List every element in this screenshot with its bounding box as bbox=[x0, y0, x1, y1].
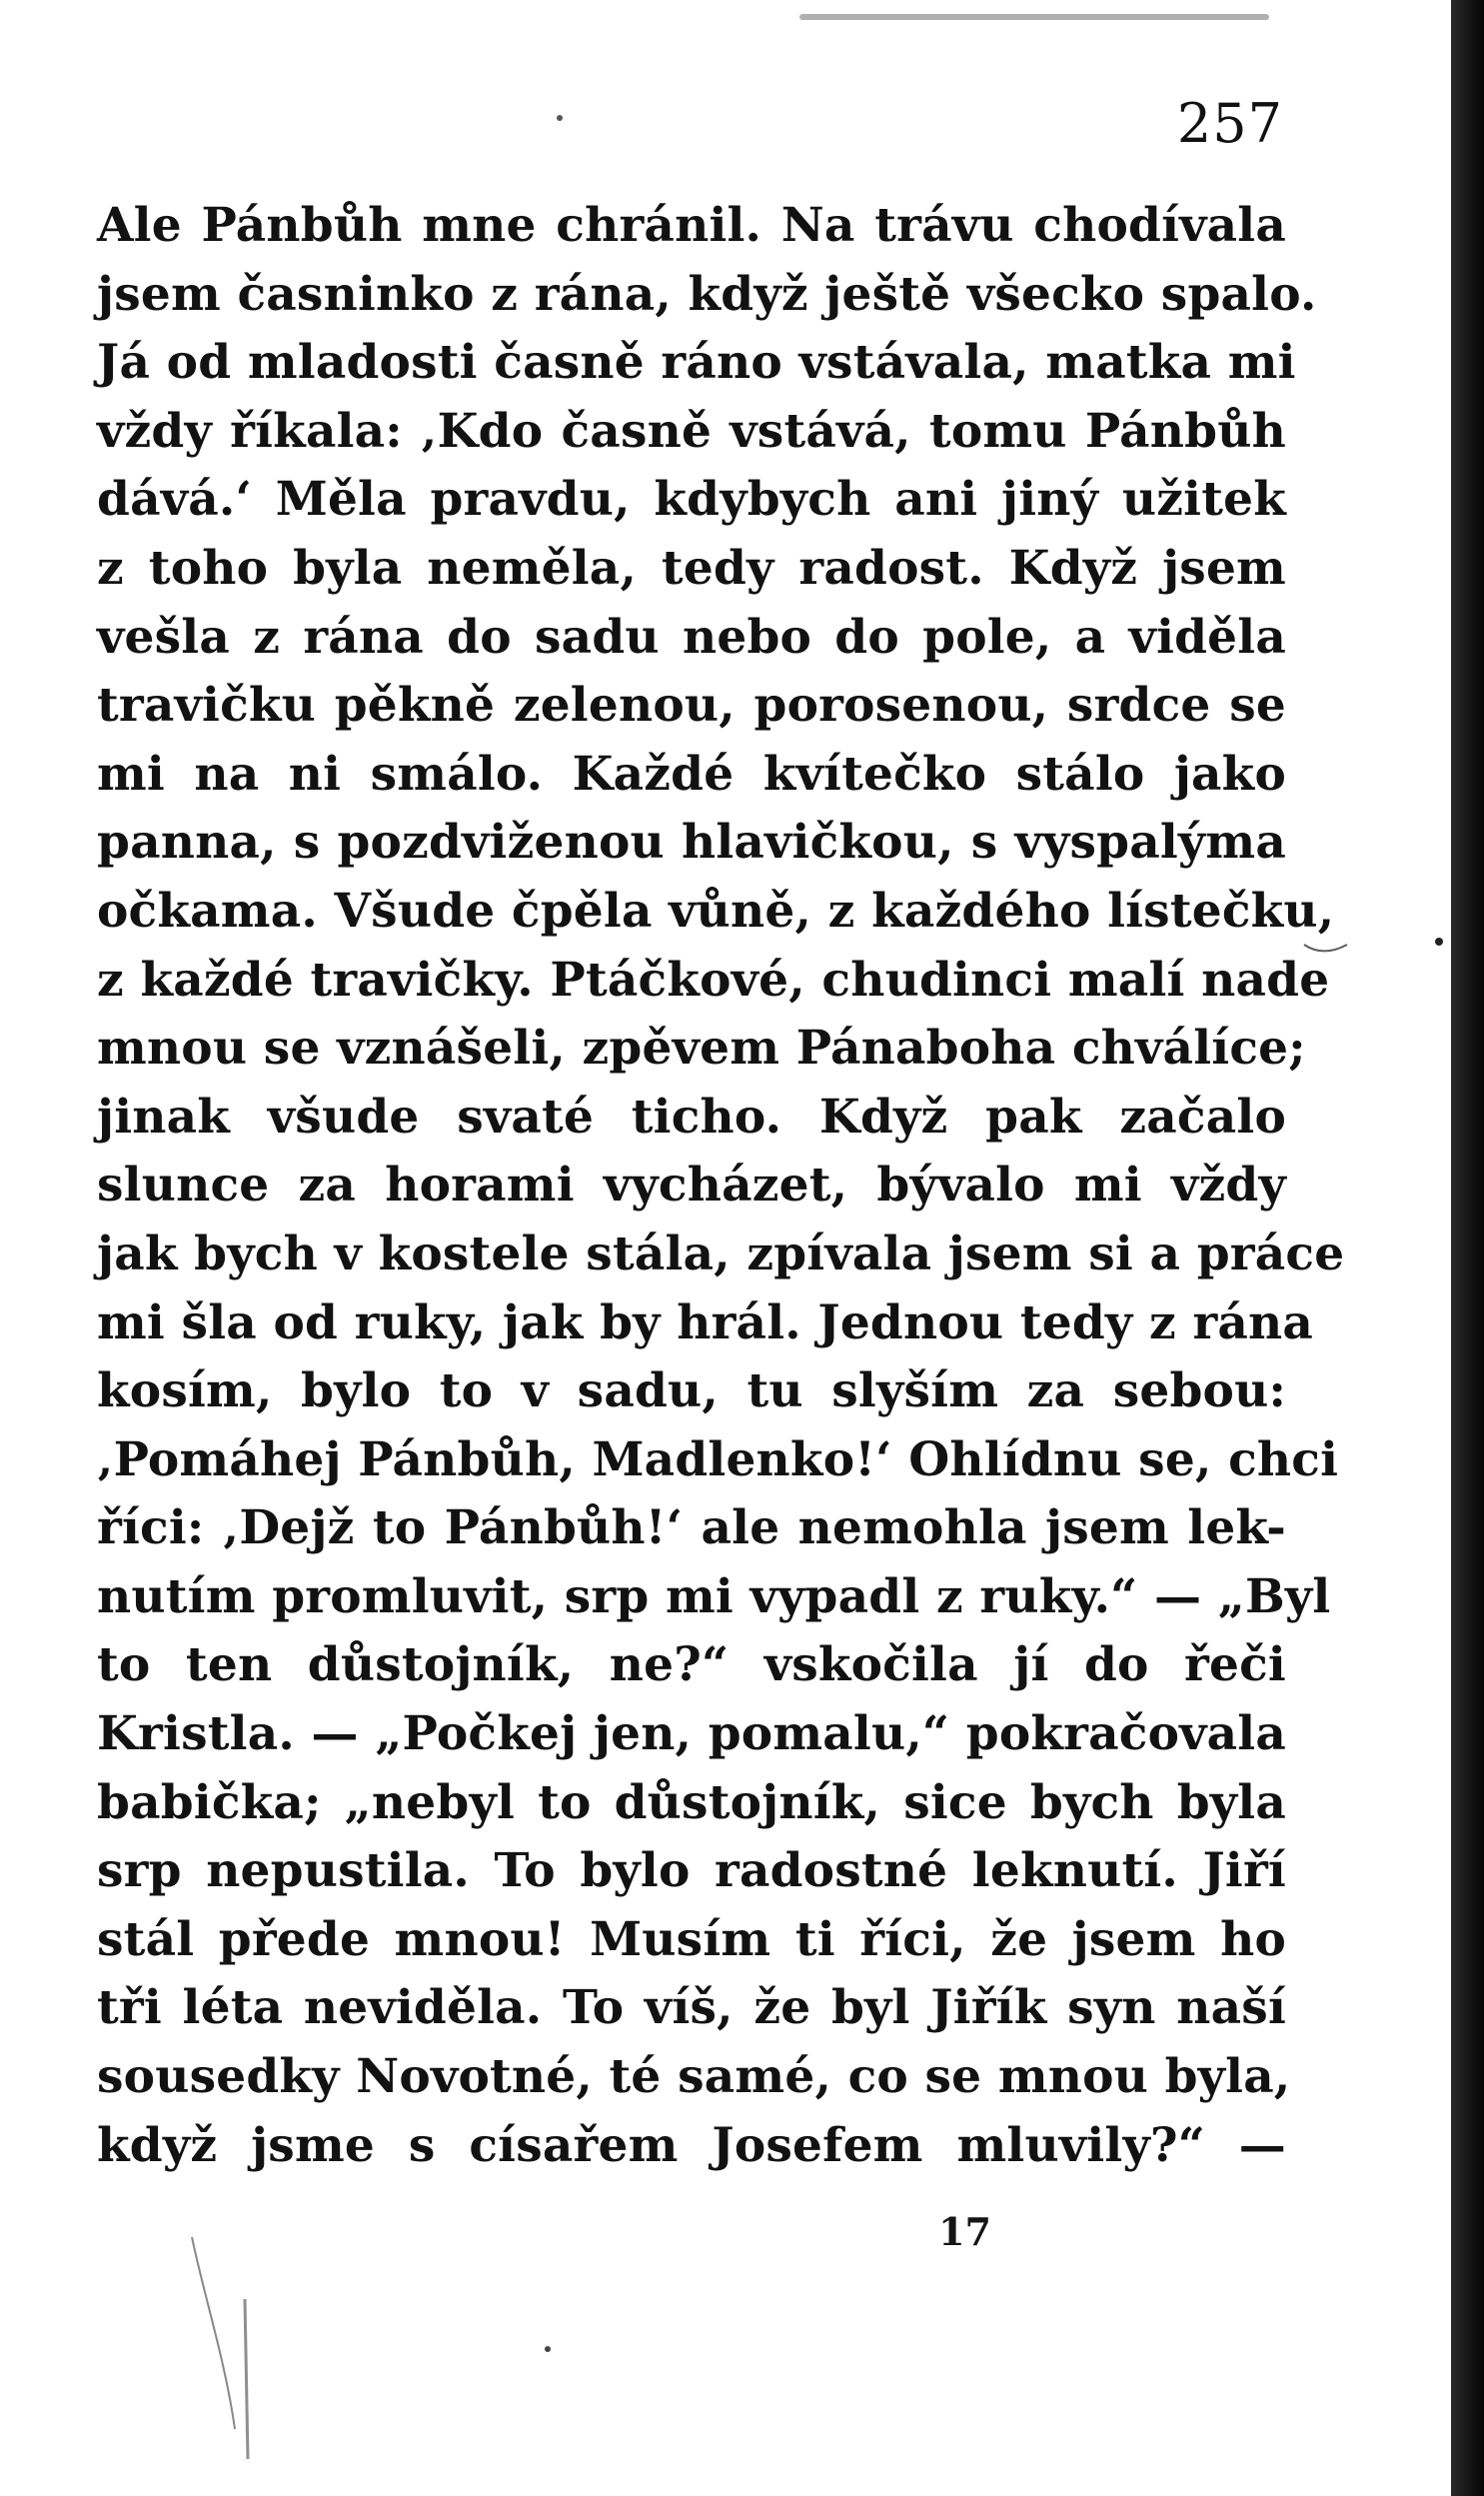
text-line: sousedky Novotné, té samé, co se mnou byla, bbox=[97, 2049, 1291, 2105]
text-line: stál přede mnou! Musím ti říci, že jsem ho bbox=[97, 1911, 1286, 1967]
text-line: mnou se vznášeli, zpěvem Pánaboha chválíce; bbox=[97, 1021, 1306, 1077]
text-line: srp nepustila. To bylo radostné leknutí. Jiří bbox=[97, 1843, 1286, 1899]
text-line: jak bych v kostele stála, zpívala jsem si a práce bbox=[97, 1226, 1345, 1281]
signature-number: 17 bbox=[938, 2209, 991, 2254]
text-line: očkama. Všude čpěla vůně, z každého lístečku, bbox=[97, 883, 1335, 939]
scan-dot bbox=[1435, 938, 1443, 946]
text-line: kosím, bylo to v sadu, tu slyším za sebou: bbox=[97, 1363, 1286, 1419]
text-line: z toho byla neměla, tedy radost. Když jsem bbox=[97, 540, 1286, 596]
scan-scratch bbox=[1304, 945, 1347, 951]
page-edge-shadow bbox=[1451, 0, 1484, 2496]
text-line: to ten důstojník, ne?“ vskočila jí do řeči bbox=[97, 1637, 1286, 1693]
text-line: jsem časninko z rána, když ještě všecko spalo. bbox=[97, 266, 1317, 322]
text-line: ‚Pomáhej Pánbůh, Madlenko!‘ Ohlídnu se, chci bbox=[97, 1431, 1339, 1487]
text-line: slunce za horami vycházet, bývalo mi vždy bbox=[97, 1158, 1286, 1214]
text-line: nutím promluvit, srp mi vypadl z ruky.“ — „Byl bbox=[97, 1568, 1331, 1624]
text-line: babička; „nebyl to důstojník, sice bych byla bbox=[97, 1774, 1286, 1830]
scan-dot bbox=[545, 2346, 551, 2352]
text-line: Kristla. — „Počkej jen, pomalu,“ pokračovala bbox=[97, 1706, 1286, 1762]
scan-scratch bbox=[245, 2299, 248, 2459]
text-line: mi na ni smálo. Každé kvítečko stálo jako bbox=[97, 746, 1286, 802]
text-line: vešla z rána do sadu nebo do pole, a viděla bbox=[97, 609, 1286, 665]
signature-mark bbox=[0, 2209, 1251, 2254]
text-line: dává.‘ Měla pravdu, kdybych ani jiný užitek bbox=[97, 472, 1286, 528]
text-line: tři léta neviděla. To víš, že byl Jiřík syn naší bbox=[97, 1980, 1286, 2036]
text-line: vždy říkala: ‚Kdo časně vstává, tomu Pánbůh bbox=[97, 403, 1286, 459]
text-line: říci: ‚Dejž to Pánbůh!‘ ale nemohla jsem lek- bbox=[97, 1500, 1286, 1556]
page-number: 257 bbox=[1176, 92, 1283, 155]
scan-scratch bbox=[192, 2237, 235, 2429]
text-line: Ale Pánbůh mne chránil. Na trávu chodívala bbox=[97, 198, 1286, 253]
text-line: jinak všude svaté ticho. Když pak začalo bbox=[97, 1089, 1286, 1145]
text-line: travičku pěkně zelenou, porosenou, srdce se bbox=[97, 678, 1286, 734]
top-edge-smudge bbox=[799, 14, 1269, 20]
text-line: Já od mladosti časně ráno vstávala, matka mi bbox=[97, 335, 1296, 391]
body-text bbox=[97, 192, 1345, 2180]
text-line: panna, s pozdviženou hlavičkou, s vyspalýma bbox=[97, 815, 1286, 871]
scan-dot bbox=[557, 115, 563, 121]
text-line: z každé travičky. Ptáčkové, chudinci malí nade bbox=[97, 952, 1330, 1008]
text-line: když jsme s císařem Josefem mluvily?“ — bbox=[97, 2117, 1286, 2173]
text-line: mi šla od ruky, jak by hrál. Jednou tedy z rána bbox=[97, 1294, 1314, 1350]
